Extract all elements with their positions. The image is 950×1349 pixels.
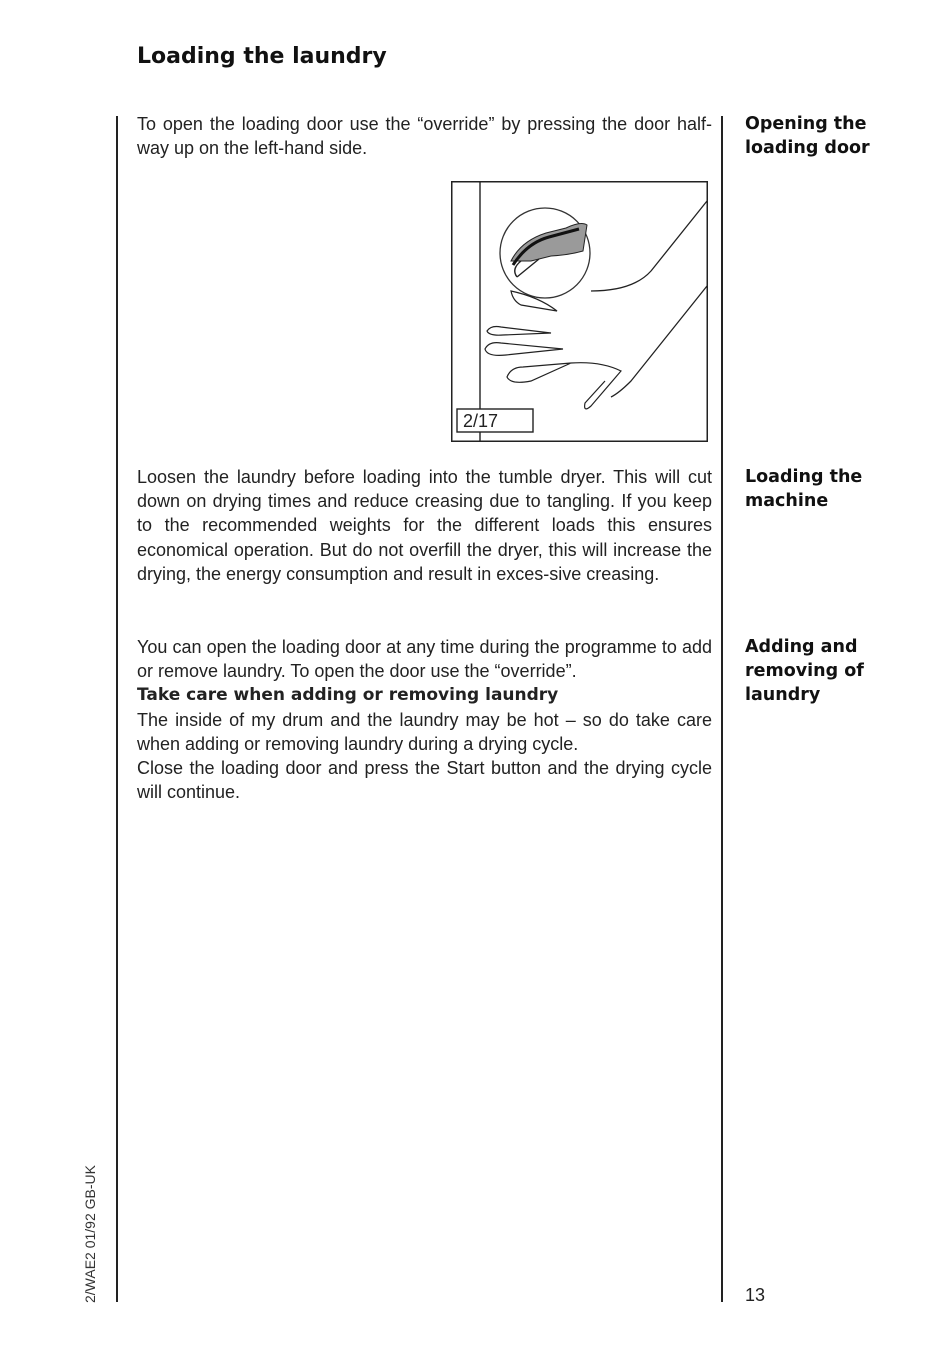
page-number: 13 <box>745 1285 766 1305</box>
page-title: Loading the laundry <box>137 44 387 69</box>
loading-machine-text <box>137 465 712 586</box>
right-column-rule <box>721 116 723 1302</box>
opening-door-paragraph: To open the loading door use the “override” by pressing the door half-way up on the left-hand side. <box>137 114 712 159</box>
loading-machine-paragraph: Loosen the laundry before loading into the tumble dryer. This will cut down on drying times and reduce creasing due to tangling. If you keep to the recommended weights for the different loads this ensures economical operation. But do not overfill the dryer, this will increase the drying, the energy consumption and result in exces-sive creasing. <box>137 467 712 584</box>
side-heading-line: Adding and <box>745 637 858 657</box>
figure-label: 2/17 <box>463 411 499 431</box>
side-heading-line: Loading the <box>745 467 863 487</box>
continue-cycle-paragraph: Close the loading door and press the Start button and the drying cycle will continue. <box>137 758 712 803</box>
adding-removing-text <box>137 635 712 804</box>
side-heading-line: machine <box>745 491 829 512</box>
opening-door-text <box>137 112 712 160</box>
side-heading-line: loading door <box>745 138 870 159</box>
side-heading-opening-door <box>745 112 935 160</box>
door-override-illustration <box>451 181 708 442</box>
adding-removing-paragraph: You can open the loading door at any time during the programme to add or remove laundry. To open the door use the “override”. <box>137 637 712 682</box>
hand-pressing-door-illustration <box>451 181 708 442</box>
left-margin-rule <box>116 116 118 1302</box>
side-heading-loading-machine <box>745 465 935 513</box>
side-heading-line: removing of <box>745 661 864 682</box>
caution-paragraph: The inside of my drum and the laundry may be hot – so do take care when adding or removing laundry during a drying cycle. <box>137 709 712 754</box>
side-heading-adding-removing <box>745 635 935 708</box>
side-heading-line: Opening the <box>745 114 867 134</box>
caution-heading: Take care when adding or removing laundry <box>137 685 559 706</box>
side-heading-line: laundry <box>745 685 821 706</box>
document-code: 2/WAE2 01/92 GB-UK <box>82 1165 98 1303</box>
